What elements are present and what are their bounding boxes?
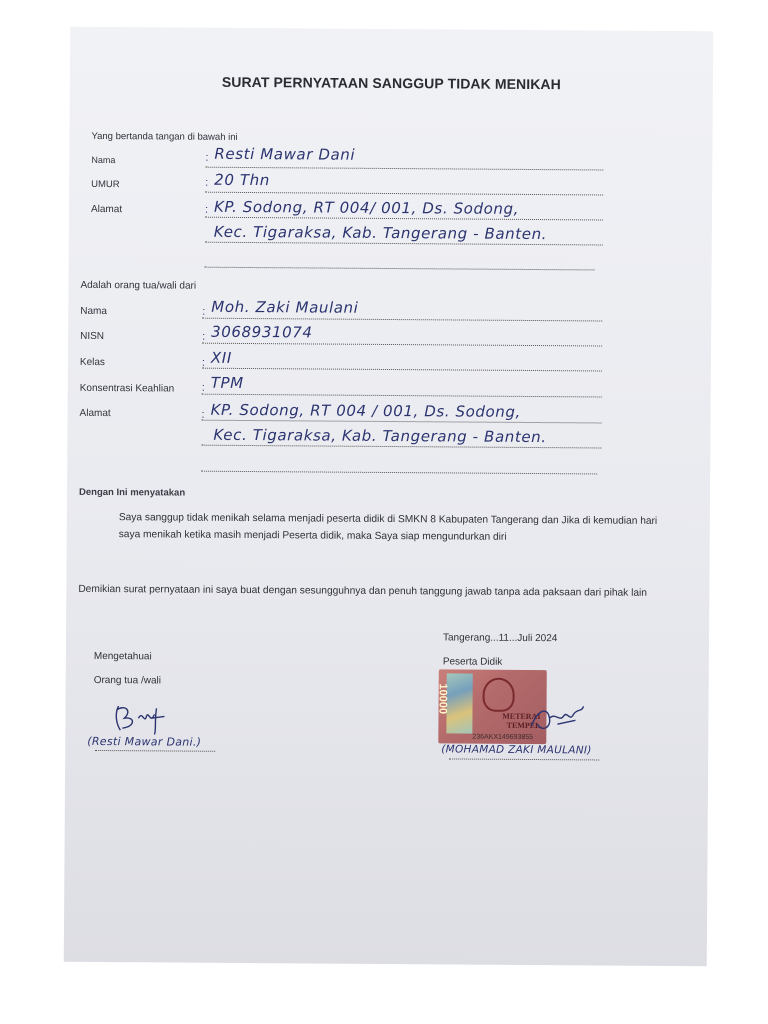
document-page: SURAT PERNYATAAN SANGGUP TIDAK MENIKAH Yang bertanda tangan di bawah ini Nama : Resti Mawar Dani UMUR : 20 Thn Alamat : KP. Sodong, RT 004/ 001, Ds. Sodong, Kec. Tigaraksa, Kab. Tangerang - Banten. Adalah orang tua/wali dari Nama : Moh. Zaki Maulani NISN : 3068931074 Kelas : XII Konsentrasi Keahlian : TPM Alamat : KP. Sodong, RT 004 / 001, Ds. Sodong, Kec. Tigaraksa, Kab. Tangerang - Banten. Dengan Ini menyatakan Saya sanggup tidak menikah selama menjadi peserta didik di SMKN 8 Kabupaten Tangerang dan Jika di kemudian hari saya menikah ketika masih menjadi Peserta didik, maka Saya siap mengundurkan diri Demikian surat pernyataan ini saya buat dengan sesungguhnya dan penuh tanggung jawab tanpa ada paksaan dari pihak lain Tangerang...11...Juli 2024 Mengetahuai Orang tua /wali Peserta Didik METERAI TEMPEL 10000 236AKX149693855 (Resti Mawar Dani.) (MOHAMAD ZAKI MAULANI) (64, 27, 714, 966)
student-class-line (202, 368, 602, 372)
student-major-label: Konsentrasi Keahlian (79, 382, 175, 395)
parent-signature-icon (110, 700, 170, 736)
stamp-text-line1: METERAI (502, 711, 541, 722)
right-sign-name: (MOHAMAD ZAKI MAULANI) (441, 743, 592, 757)
garuda-emblem-icon (483, 678, 515, 712)
place-date: Tangerang...11...Juli 2024 (442, 632, 558, 645)
student-name-value: Moh. Zaki Maulani (211, 297, 359, 317)
left-sign-name-line (95, 750, 215, 752)
parent-address-line1: KP. Sodong, RT 004/ 001, Ds. Sodong, (213, 197, 520, 218)
parent-address-line1-dots (205, 217, 603, 221)
closing-text: Demikian surat pernyataan ini saya buat dengan sesungguhnya dan penuh tanggung jawab tanpa ada paksaan dari pihak lain (78, 583, 648, 599)
right-sign-name-line (449, 758, 599, 760)
stamp-value: 10000 (436, 683, 449, 715)
student-address-line3-dots (201, 471, 597, 475)
hologram-icon (446, 673, 472, 733)
student-address-line1-dots (202, 420, 602, 424)
parent-address-label: Alamat (90, 203, 123, 216)
student-name-line (202, 318, 602, 322)
student-major-value: TPM (210, 373, 244, 392)
statement-text: Saya sanggup tidak menikah selama menjadi peserta didik di SMKN 8 Kabupaten Tangerang dan Jika di kemudian hari saya menikah ketika masih menjadi Peserta didik, maka Saya siap mengundurkan diri (118, 512, 658, 543)
student-address-line2: Kec. Tigaraksa, Kab. Tangerang - Banten. (213, 425, 547, 447)
parent-name-label: Nama (91, 154, 116, 166)
parent-address-line3-dots (205, 267, 595, 271)
student-address-label: Alamat (79, 407, 111, 420)
student-major-line (202, 394, 602, 398)
parent-address-line2: Kec. Tigaraksa, Kab. Tangerang - Banten. (213, 222, 548, 244)
left-sign-line1: Mengetahuai (93, 650, 152, 663)
intro-text: Yang bertanda tangan di bawah ini (91, 130, 238, 143)
student-nisn-value: 3068931074 (211, 322, 313, 342)
student-name-label: Nama (80, 305, 108, 318)
student-signature-icon (527, 702, 587, 736)
stamp-text-line2: TEMPEL (506, 720, 541, 731)
left-sign-line2: Orang tua /wali (93, 674, 162, 687)
right-sign-label: Peserta Didik (442, 656, 503, 668)
student-address-line1: KP. Sodong, RT 004 / 001, Ds. Sodong, (210, 400, 522, 421)
parent-of-text: Adalah orang tua/wali dari (80, 279, 197, 292)
parent-name-line (205, 167, 603, 171)
parent-age-line (205, 192, 603, 196)
left-sign-name: (Resti Mawar Dani.) (87, 734, 202, 749)
declare-heading: Dengan Ini menyatakan (78, 486, 186, 499)
stamp-serial: 236AKX149693855 (472, 733, 534, 742)
parent-name-value: Resti Mawar Dani (214, 144, 356, 164)
student-class-value: XII (210, 348, 232, 367)
student-class-label: Kelas (79, 356, 105, 369)
student-nisn-label: NISN (80, 330, 105, 343)
parent-age-value: 20 Thn (214, 170, 270, 190)
student-nisn-line (202, 343, 602, 347)
document-title: SURAT PERNYATAAN SANGGUP TIDAK MENIKAH (221, 73, 561, 93)
parent-age-label: UMUR (91, 178, 120, 191)
